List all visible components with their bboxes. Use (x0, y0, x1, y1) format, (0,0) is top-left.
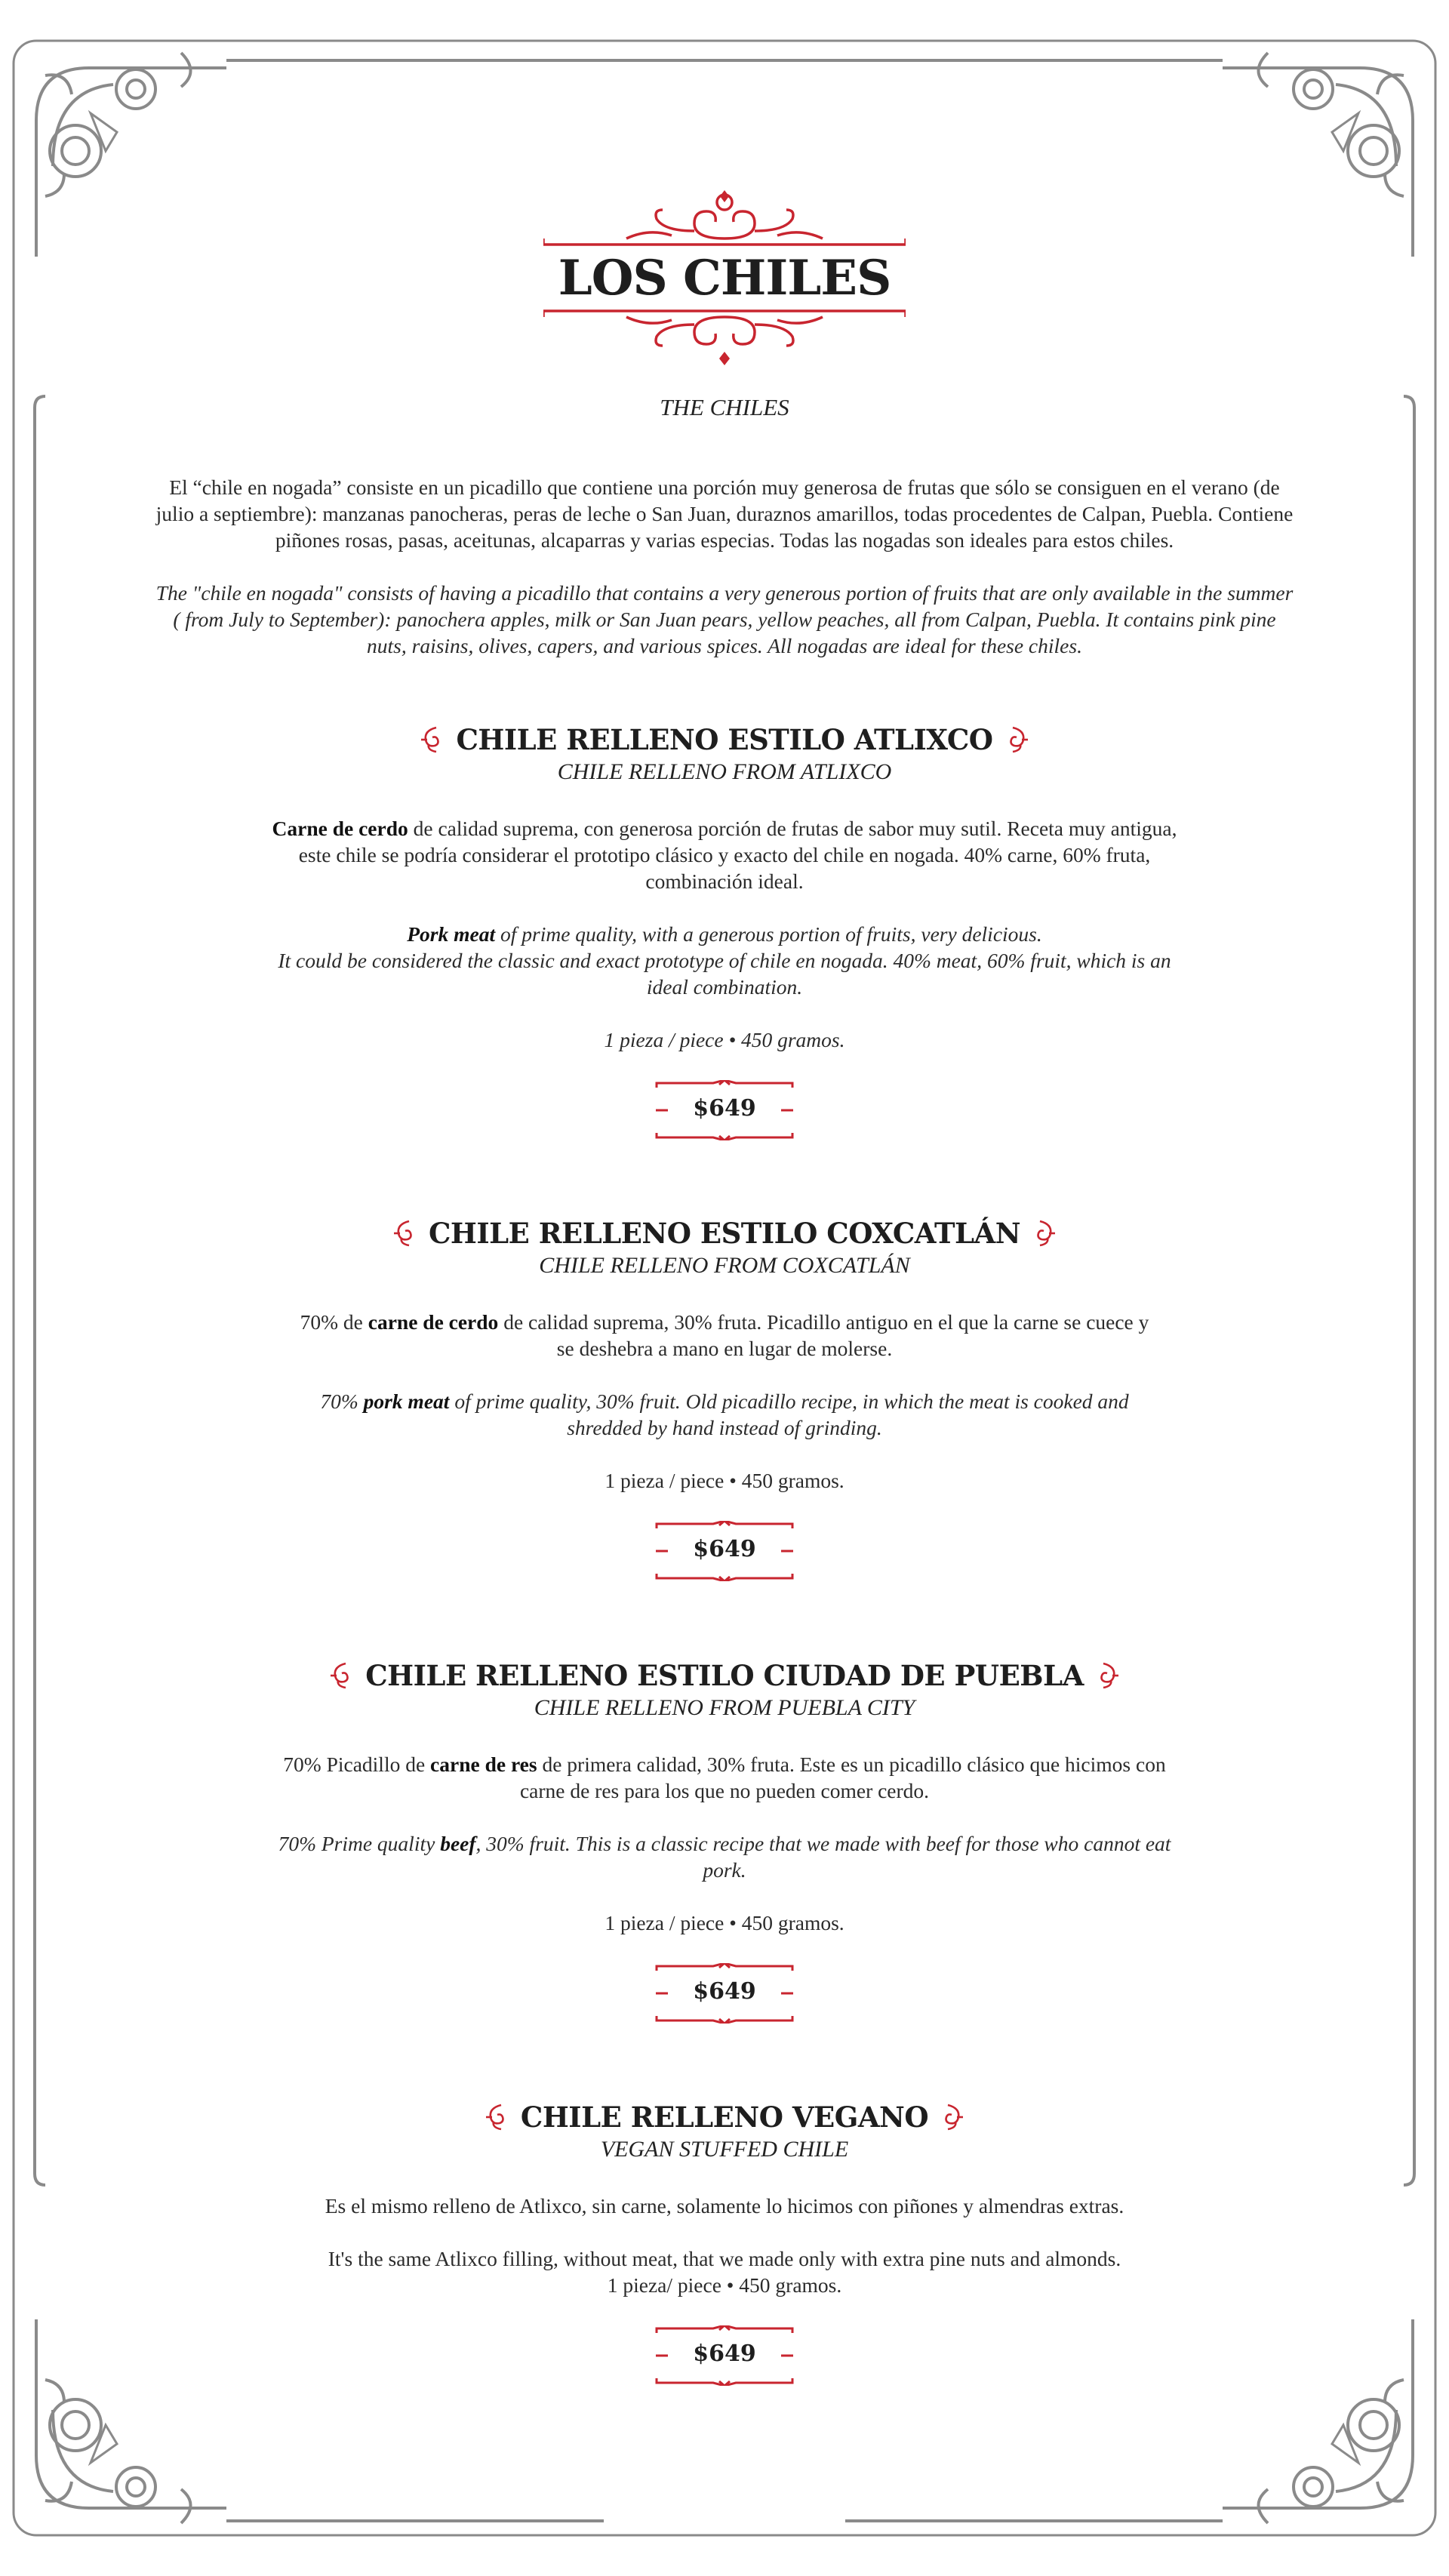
price: $649 (693, 2341, 756, 2367)
description-text: 70% (320, 1390, 364, 1413)
page-subtitle: THE CHILES (660, 394, 789, 421)
menu-item-atlixco (0, 723, 1449, 1140)
highlight-ingredient: Pork meat (407, 922, 496, 946)
portion-size: 1 pieza / piece • 450 gramos. (605, 1469, 844, 1492)
price-badge (653, 1521, 796, 1581)
swirl-ornament-icon (392, 1218, 415, 1248)
price: $649 (693, 1095, 756, 1122)
menu-item-puebla (0, 1659, 1449, 2024)
description-english (272, 1830, 1177, 1883)
description-spanish (272, 1751, 1177, 1804)
item-title: CHILE RELLENO ESTILO ATLIXCO (456, 723, 993, 756)
description-english: It's the same Atlixco filling, without meat, that we made only with extra pine nuts and almonds. (328, 2247, 1121, 2270)
description-text: of prime quality, with a generous portion of fruits, very delicious. (495, 922, 1042, 946)
highlight-ingredient: Carne de cerdo (272, 817, 408, 840)
swirl-ornament-icon (1097, 1660, 1120, 1691)
highlight-ingredient: carne de res (430, 1753, 537, 1776)
menu-item-coxcatlan (0, 1217, 1449, 1581)
description-text: de calidad suprema, 30% fruta. Picadillo antiguo en el que la carne se cuece y se deshebra a mano en lugar de molerse. (498, 1310, 1149, 1360)
price-badge (653, 1963, 796, 2024)
item-title: CHILE RELLENO VEGANO (520, 2101, 929, 2134)
price-badge (653, 1080, 796, 1140)
menu-item-vegano (0, 2101, 1449, 2386)
intro-text (155, 474, 1294, 685)
item-title: CHILE RELLENO ESTILO COXCATLÁN (428, 1217, 1021, 1250)
title-ornament-top (543, 189, 906, 249)
description-text: It could be considered the classic and exact prototype of chile en nogada. 40% meat, 60% fruit, which is an ideal combination. (278, 949, 1171, 999)
description-text: 70% Prime quality (278, 1832, 441, 1855)
price: $649 (693, 1536, 756, 1562)
swirl-ornament-icon (942, 2102, 964, 2132)
description-text: 70% de (300, 1310, 368, 1334)
highlight-ingredient: pork meat (363, 1390, 450, 1413)
item-description (272, 1751, 1177, 1936)
description-text: of prime quality, 30% fruit. Old picadillo recipe, in which the meat is cooked and shredded by hand instead of grinding. (449, 1390, 1129, 1439)
description-text: 70% Picadillo de (283, 1753, 431, 1776)
swirl-ornament-icon (420, 725, 442, 755)
price: $649 (693, 1978, 756, 2005)
item-subtitle: VEGAN STUFFED CHILE (600, 2137, 849, 2162)
highlight-ingredient: beef (440, 1832, 476, 1855)
description-english (272, 921, 1177, 1000)
item-subtitle: CHILE RELLENO FROM COXCATLÁN (539, 1253, 910, 1278)
portion-size: 1 pieza / piece • 450 gramos. (604, 1028, 845, 1051)
intro-spanish: El “chile en nogada” consiste en un picadillo que contiene una porción muy generosa de frutas que sólo se consiguen en el verano (de julio a septiembre): manzanas panocheras, peras de leche o San Juan, duraznos amarillos, todas procedentes de Calpan, Puebla. Contiene piñones rosas, pasas, aceitunas, alcaparras y varias especias. Todas las nogadas son ideales para estos chiles. (155, 475, 1294, 552)
swirl-ornament-icon (1007, 725, 1029, 755)
portion-size: 1 pieza/ piece • 450 gramos. (607, 2273, 842, 2297)
item-description (272, 815, 1177, 1053)
description-english (291, 1388, 1158, 1441)
portion-size: 1 pieza / piece • 450 gramos. (605, 1911, 844, 1934)
item-subtitle: CHILE RELLENO FROM ATLIXCO (557, 759, 892, 784)
menu-header (0, 189, 1449, 421)
description-spanish (291, 1309, 1158, 1362)
item-subtitle: CHILE RELLENO FROM PUEBLA CITY (534, 1695, 915, 1720)
item-description (272, 2193, 1177, 2298)
intro-english: The "chile en nogada" consists of having a picadillo that contains a very generous portion of fruits that are only available in the summer ( from July to September): panochera apples, milk or San Juan pears, yellow peaches, all from Calpan, Puebla. It contains pink pine nuts, raisins, olives, capers, and various spices. All nogadas are ideal for these chiles. (155, 581, 1294, 657)
swirl-ornament-icon (329, 1660, 352, 1691)
highlight-ingredient: carne de cerdo (368, 1310, 499, 1334)
swirl-ornament-icon (1034, 1218, 1057, 1248)
item-description (291, 1309, 1158, 1494)
description-text: , 30% fruit. This is a classic recipe that we made with beef for those who cannot eat pork. (475, 1832, 1171, 1882)
description-text: de primera calidad, 30% fruta. Este es un picadillo clásico que hicimos con carne de res para los que no pueden comer cerdo. (519, 1753, 1166, 1802)
description-spanish: Es el mismo relleno de Atlixco, sin carne, solamente lo hicimos con piñones y almendras extras. (325, 2194, 1124, 2217)
swirl-ornament-icon (485, 2102, 507, 2132)
description-text: de calidad suprema, con generosa porción de frutas de sabor muy sutil. Receta muy antigua, este chile se podría considerar el prototipo clásico y exacto del chile en nogada. 40% carne, 60% fruta, combinación ideal. (298, 817, 1177, 893)
description-spanish (272, 815, 1177, 894)
title-ornament-bottom (543, 306, 906, 367)
page-title: LOS CHILES (558, 250, 891, 306)
price-badge (653, 2325, 796, 2386)
item-title: CHILE RELLENO ESTILO CIUDAD DE PUEBLA (365, 1659, 1084, 1692)
